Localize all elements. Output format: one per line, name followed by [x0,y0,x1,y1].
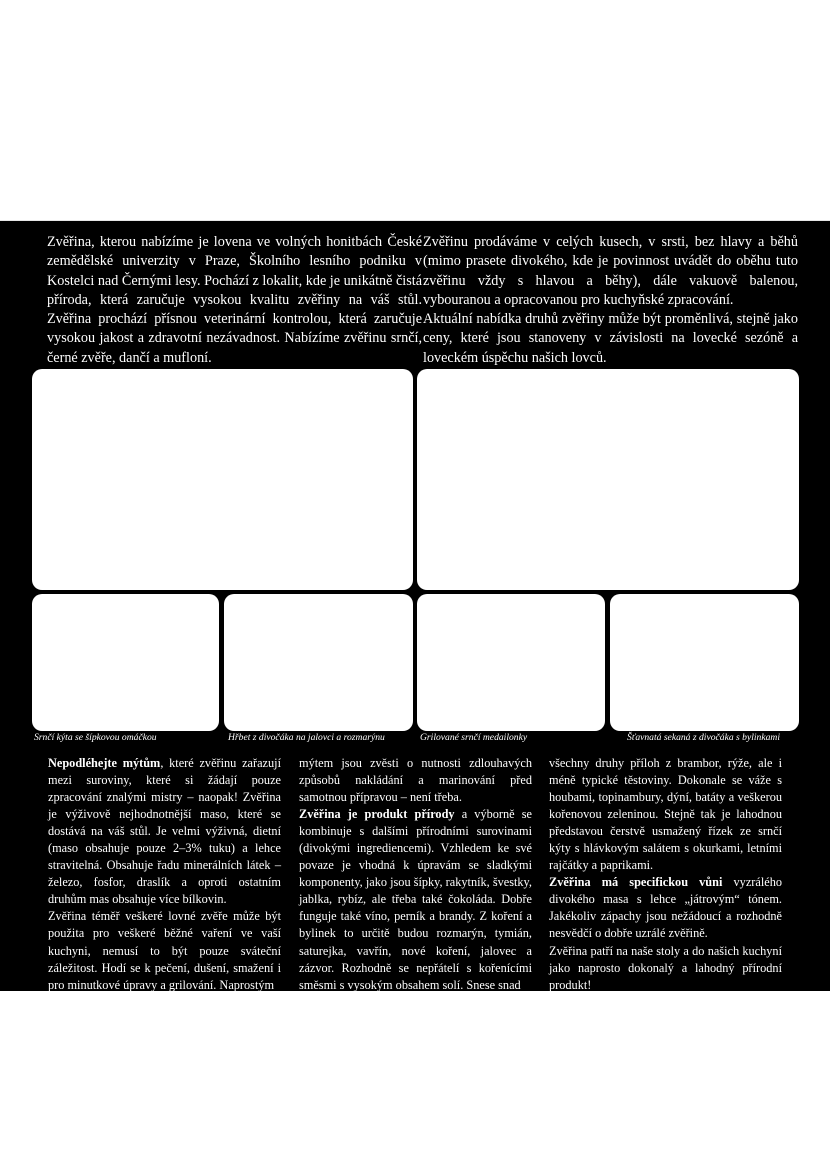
column-2-paragraph-2-text: a výborně se kombinuje s dalšími přírodními surovinami (divokými ingrediencemi). Vzhledem ke své povaze je vhodná k úpravám se sladkými komponenty, jako jsou šípky, rakytník, švestky, jablka, rybíz, ale třeba také čokoláda. Dobře funguje také víno, perník a brandy. Z koření a bylinek to určitě budou rozmarýn, tymián, saturejka, vavřín, nové koření, jalovec a zázvor. Rozhodně se nepřátelí s kořenícími směsmi s vysokým obsahem solí. Snese snad [299,807,532,992]
column-2-lead: Zvěřina je produkt přírody [299,807,455,822]
caption-1: Srnčí kýta se šípkovou omáčkou [34,732,157,743]
intro-right-paragraph-1: Zvěřinu prodáváme v celých kusech, v srsti, bez hlavy a běhů (mimo prasete divokého, kde je povinnost uvádět do oběhu tuto zvěřinu vždy s hlavou a běhy), dále vakuově balenou, vybouranou a opracovanou pro kuchyňské zpracování. [423,234,798,308]
text-column-1 [48,755,281,994]
photo-small-4 [610,594,799,731]
caption-3: Grilované srnčí medailonky [420,732,528,743]
caption-2: Hřbet z divočáka na jalovci a rozmarýnu [228,732,385,743]
photo-small-1 [32,594,219,731]
intro-left-text [47,233,422,368]
text-column-2 [299,755,532,994]
text-column-3 [549,755,782,1011]
column-3-paragraph-2-text: vyzrálého divokého masa s lehce „játrovým“ tónem. Jakékoliv zápachy jsou nežádoucí a rozhodně nesvědčí o dobře uzrálé zvěřině. [549,875,782,941]
caption-4: Šťavnatá sekaná z divočáka s bylinkami [627,732,780,743]
column-1-lead: Nepodléhejte mýtům [48,756,161,770]
photo-large-right [417,369,799,590]
photo-large-left [32,369,413,590]
column-2-paragraph-2 [299,806,532,994]
column-1-paragraph-1-text: , které zvěřinu zařazují mezi suroviny, které si žádají pouze zpracování znalými mistry – naopak! Zvěřina je výživově nejhodnotnější maso, které se dostává na váš stůl. Je velmi výživná, dietní (maso obsahuje pouze 2–3% tuku) a lehce stravitelná. Obsahuje řadu minerálních látek – železo, fosfor, draslík a oproti ostatním druhům mas obsahuje více bílkovin. [48,756,281,907]
photo-small-3 [417,594,605,731]
column-1-paragraph-1 [48,755,281,908]
signoff-text: Dobrou chuť! [714,994,782,1009]
column-3-paragraph-3: Zvěřina patří na naše stoly a do našich kuchyní jako naprosto dokonalý a lahodný přírodní produkt! [549,943,782,992]
column-2-paragraph-1: mýtem jsou zvěsti o nutnosti zdlouhavých způsobů nakládání a marinování před samotnou přípravou – není třeba. [299,756,532,805]
column-3-paragraph-1: všechny druhy příloh z brambor, rýže, ale i méně typické těstoviny. Dokonale se váže s houbami, topinambury, dýní, batáty a veškerou kořenovou zeleninou. Stejně tak je lahodnou představou čerstvě usmažený řízek ze srnčí kýty s hlávkovým salátem s okurkami, letními rajčátky a paprikami. [549,756,782,873]
intro-left-paragraph: Zvěřina, kterou nabízíme je lovena ve volných honitbách České zemědělské univerzity v Praze, Školního lesního podniku v Kostelci nad Černými lesy. Pochází z lokalit, kde je unikátně čistá příroda, která zaručuje vysokou kvalitu zvěřiny na váš stůl. Zvěřina prochází přísnou veterinární kontrolou, která zaručuje vysokou jakost a zdravotní nezávadnost. Nabízíme zvěřinu srnčí, černé zvěře, dančí a mufloní. [47,234,422,366]
column-1-paragraph-2: Zvěřina téměř veškeré lovné zvěře může být použita pro veškeré běžné vaření ve vaší kuchyni, nemusí to být pouze sváteční záležitost. Hodí se k pečení, dušení, smažení i pro minutkové úpravy a grilování. Naprostým [48,909,281,992]
column-3-paragraph-2 [549,874,782,942]
intro-right-paragraph-2: Aktuální nabídka druhů zvěřiny může být proměnlivá, stejně jako ceny, které jsou stanoveny v závislosti na lovecké sezóně a loveckém úspěchu našich lovců. [423,311,798,366]
photo-small-2 [224,594,413,731]
intro-right-text [423,233,798,368]
column-3-lead: Zvěřina má specifickou vůni [549,875,723,890]
